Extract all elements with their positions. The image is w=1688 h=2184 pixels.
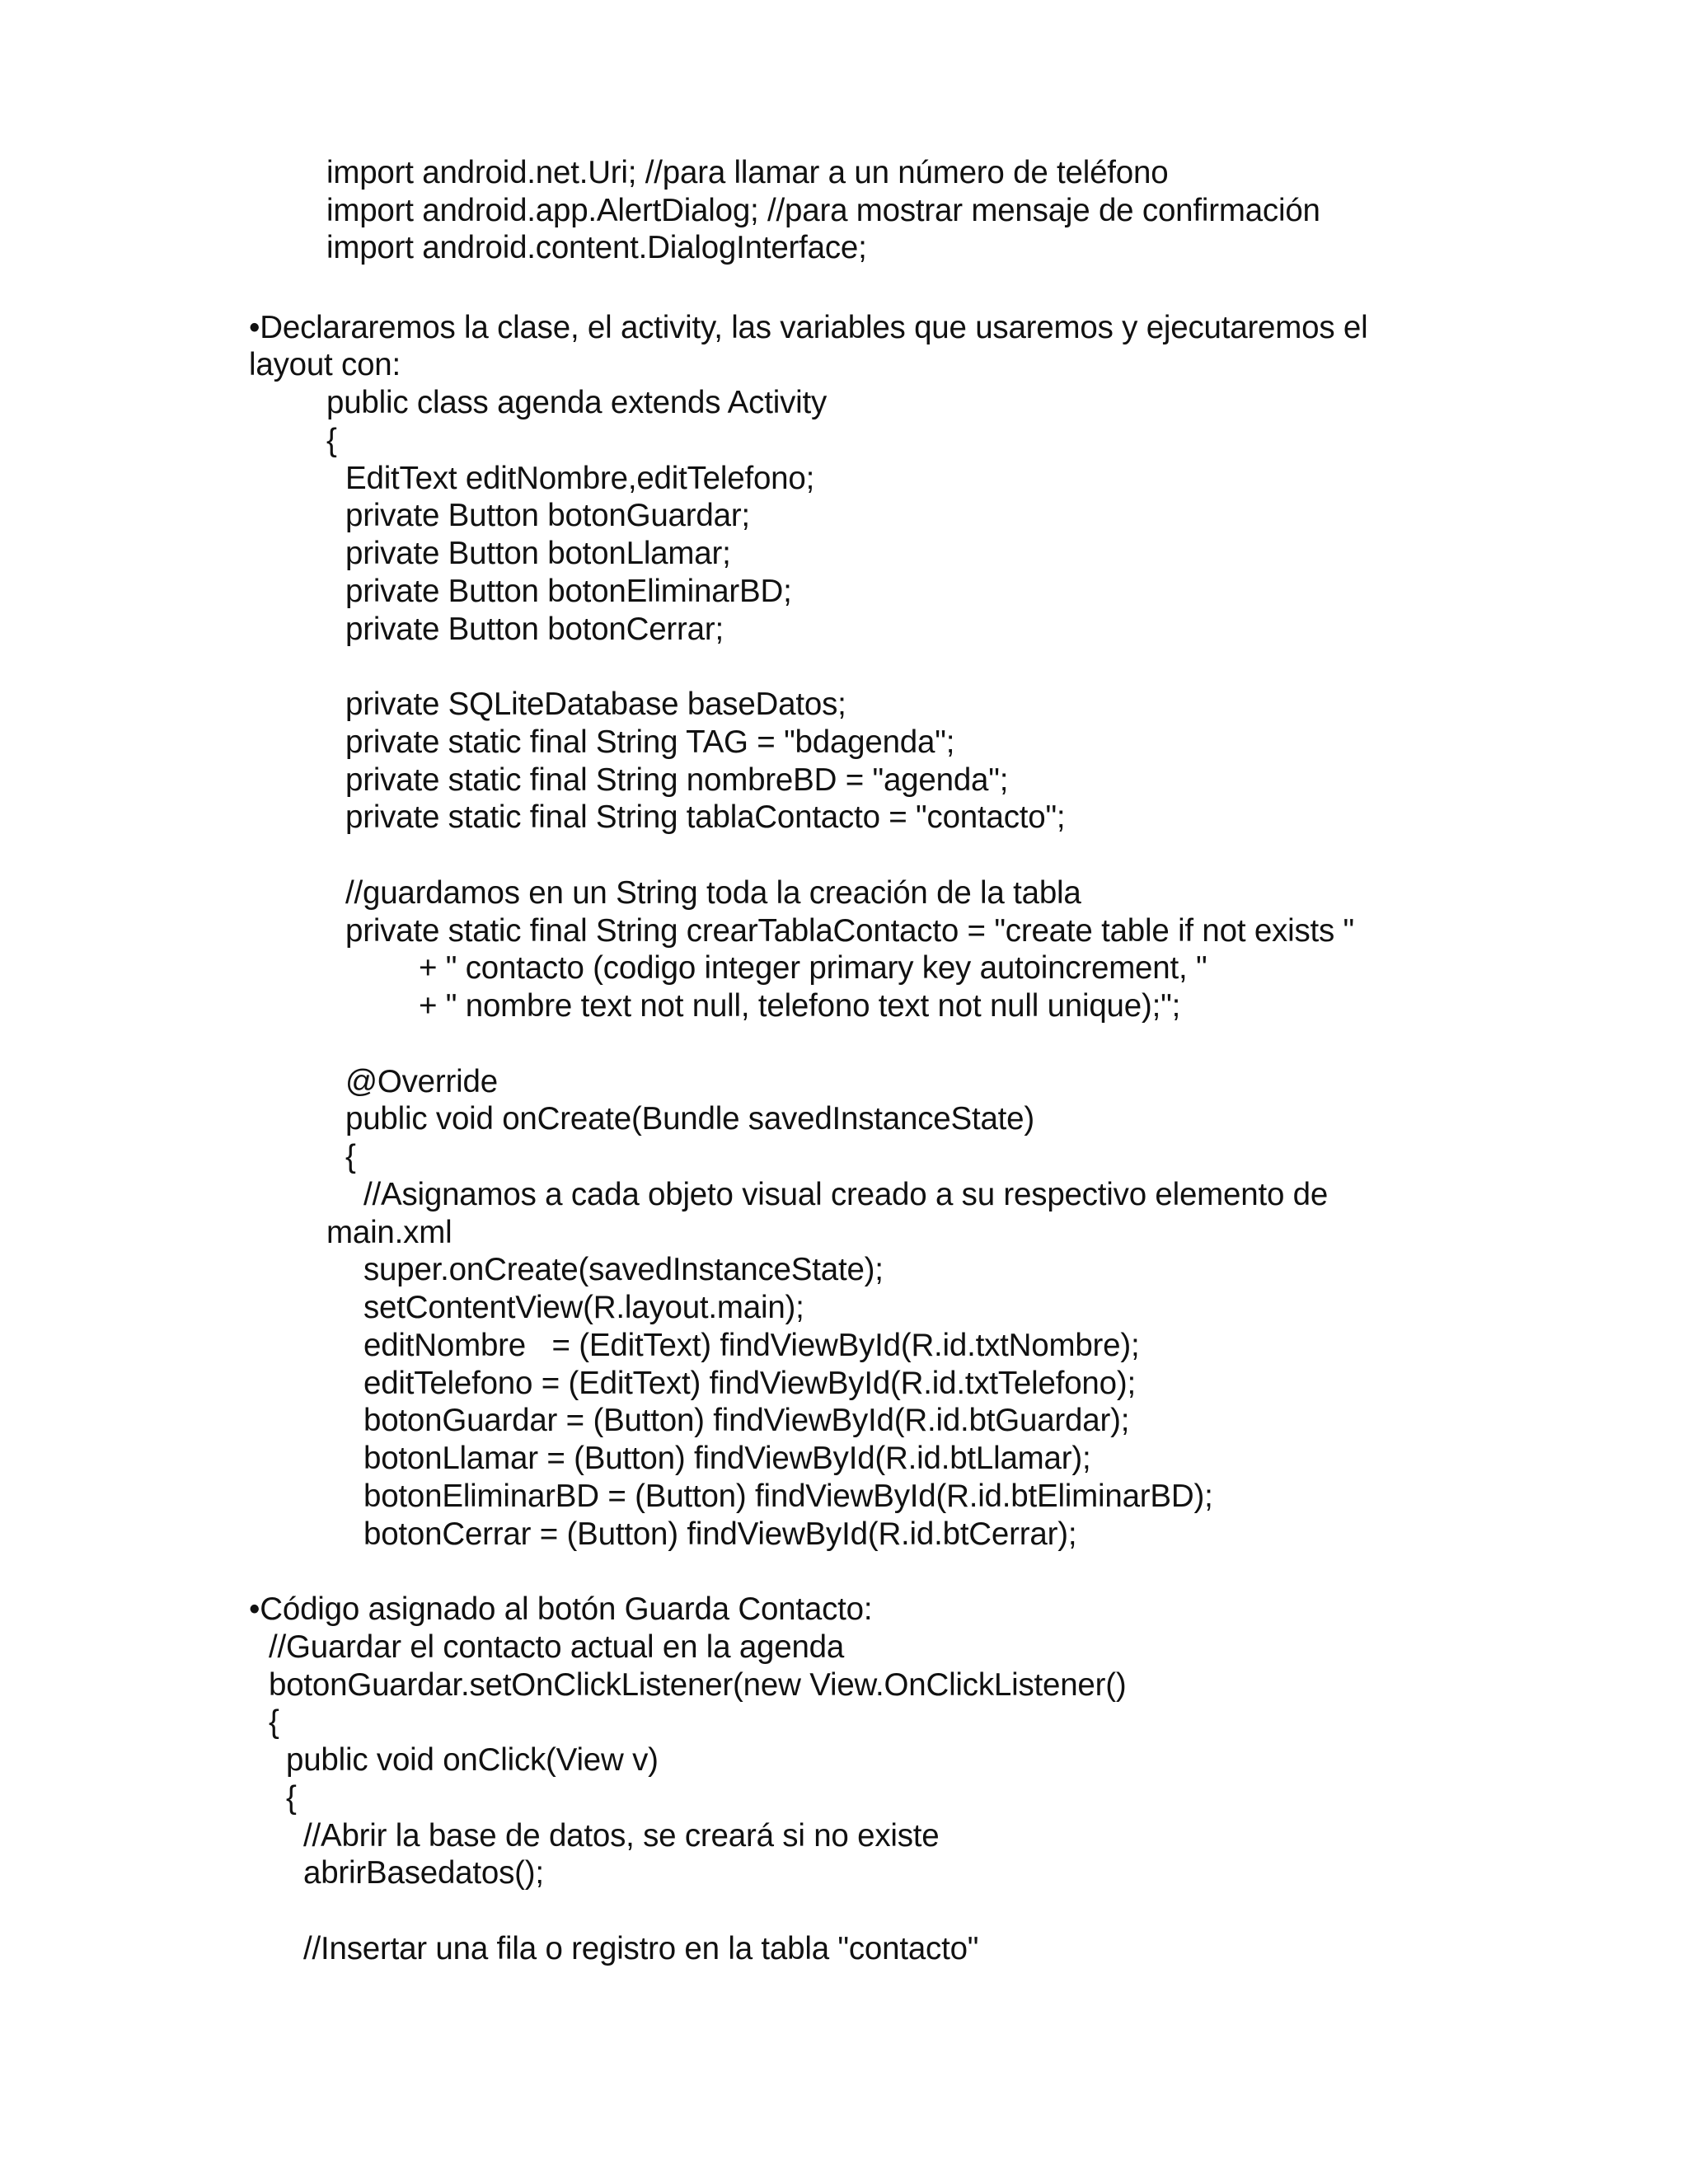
code-line: import android.app.AlertDialog; //para mostrar mensaje de confirmación: [326, 193, 1320, 228]
code-line: EditText editNombre,editTelefono;: [345, 461, 815, 496]
code-line: import android.content.DialogInterface;: [326, 230, 867, 265]
code-line: public void onClick(View v): [286, 1742, 659, 1778]
bullet-paragraph: •Código asignado al botón Guarda Contacto:: [249, 1591, 873, 1627]
code-line: {: [326, 423, 337, 458]
code-line: {: [286, 1780, 297, 1816]
code-line: private static final String crearTablaContacto = "create table if not exists ": [345, 913, 1355, 949]
code-line: abrirBasedatos();: [303, 1855, 544, 1891]
code-line: botonEliminarBD = (Button) findViewById(R.id.btEliminarBD);: [363, 1479, 1213, 1514]
code-line: botonLlamar = (Button) findViewById(R.id.btLlamar);: [363, 1441, 1091, 1476]
code-line: @Override: [345, 1064, 498, 1099]
code-line: + " nombre text not null, telefono text not null unique);";: [419, 988, 1181, 1024]
code-comment: //guardamos en un String toda la creación de la tabla: [345, 875, 1081, 911]
code-line: editTelefono = (EditText) findViewById(R.id.txtTelefono);: [363, 1366, 1136, 1401]
code-comment: //Abrir la base de datos, se creará si no existe: [303, 1818, 940, 1854]
code-comment: //Insertar una fila o registro en la tabla "contacto": [303, 1931, 979, 1966]
code-line: private Button botonEliminarBD;: [345, 574, 792, 609]
code-line: private Button botonCerrar;: [345, 612, 724, 647]
code-line: private static final String TAG = "bdagenda";: [345, 724, 955, 760]
bullet-paragraph-continuation: layout con:: [249, 347, 401, 382]
code-line: botonCerrar = (Button) findViewById(R.id.btCerrar);: [363, 1516, 1077, 1552]
code-line: setContentView(R.layout.main);: [363, 1290, 804, 1325]
code-line: private static final String tablaContacto = "contacto";: [345, 799, 1066, 835]
code-line: public void onCreate(Bundle savedInstanceState): [345, 1101, 1034, 1137]
code-line: private Button botonLlamar;: [345, 536, 731, 571]
code-line: private SQLiteDatabase baseDatos;: [345, 687, 846, 722]
code-line: botonGuardar = (Button) findViewById(R.id.btGuardar);: [363, 1403, 1130, 1438]
code-line: private static final String nombreBD = "agenda";: [345, 762, 1009, 798]
code-line: + " contacto (codigo integer primary key autoincrement, ": [419, 950, 1207, 986]
code-line: super.onCreate(savedInstanceState);: [363, 1252, 884, 1287]
code-line: {: [345, 1139, 356, 1174]
code-line: {: [269, 1704, 279, 1740]
code-comment: //Asignamos a cada objeto visual creado a su respectivo elemento de: [363, 1177, 1329, 1212]
code-line: private Button botonGuardar;: [345, 498, 750, 533]
code-comment: //Guardar el contacto actual en la agenda: [269, 1629, 845, 1665]
code-line: botonGuardar.setOnClickListener(new View.OnClickListener(): [269, 1667, 1127, 1703]
code-line: public class agenda extends Activity: [326, 385, 828, 420]
code-line: editNombre = (EditText) findViewById(R.id.txtNombre);: [363, 1328, 1140, 1363]
bullet-paragraph: •Declararemos la clase, el activity, las variables que usaremos y ejecutaremos el: [249, 310, 1368, 345]
code-comment-continuation: main.xml: [326, 1215, 452, 1250]
code-line: import android.net.Uri; //para llamar a un número de teléfono: [326, 155, 1169, 190]
